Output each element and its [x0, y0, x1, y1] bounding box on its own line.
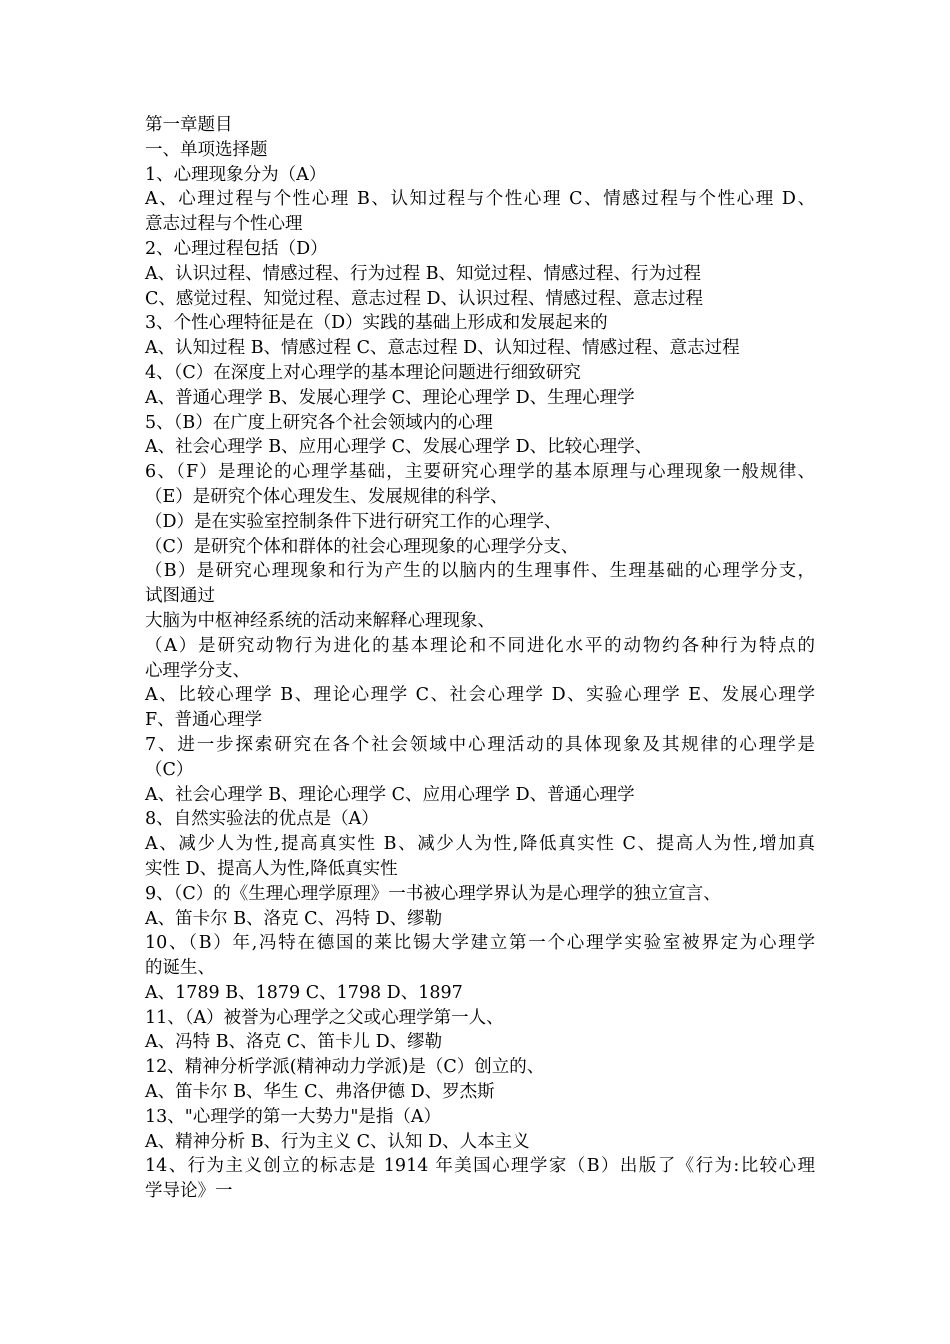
- document-page: [145, 113, 815, 1204]
- text-line: A、心理过程与个性心理 B、认知过程与个性心理 C、情感过程与个性心理 D、: [145, 189, 815, 210]
- text-line: 试图通过: [145, 586, 215, 607]
- text-line: A、社会心理学 B、应用心理学 C、发展心理学 D、比较心理学、: [145, 437, 653, 458]
- text-line: 14、行为主义创立的标志是 1914 年美国心理学家（B）出版了《行为:比较心理: [145, 1156, 815, 1177]
- text-line: 13、"心理学的第一大势力"是指（A）: [145, 1106, 442, 1127]
- text-line: A、社会心理学 B、理论心理学 C、应用心理学 D、普通心理学: [145, 784, 635, 805]
- text-line: A、1789 B、1879 C、1798 D、1897: [145, 982, 463, 1003]
- text-line: 2、心理过程包括（D）: [145, 238, 328, 259]
- text-line: 一、单项选择题: [145, 139, 268, 160]
- text-line: A、减少人为性,提高真实性 B、减少人为性,降低真实性 C、提高人为性,增加真: [145, 834, 815, 855]
- text-line: A、普通心理学 B、发展心理学 C、理论心理学 D、生理心理学: [145, 387, 635, 408]
- text-line: 1、心理现象分为（A）: [145, 164, 327, 185]
- text-line: A、冯特 B、洛克 C、笛卡儿 D、缪勒: [145, 1032, 443, 1053]
- text-line: （C）: [145, 759, 194, 780]
- text-line: （E）是研究个体心理发生、发展规律的科学、: [145, 486, 508, 507]
- text-line: 9、（C）的《生理心理学原理》一书被心理学界认为是心理学的独立宣言、: [145, 883, 721, 904]
- text-line: 的诞生、: [145, 958, 215, 979]
- text-line: 大脑为中枢神经系统的活动来解释心理现象、: [145, 610, 495, 631]
- text-line: A、精神分析 B、行为主义 C、认知 D、人本主义: [145, 1131, 530, 1152]
- text-line: （D）是在实验室控制条件下进行研究工作的心理学、: [145, 511, 562, 532]
- text-line: 8、自然实验法的优点是（A）: [145, 809, 379, 830]
- text-line: 意志过程与个性心理: [145, 214, 303, 235]
- text-line: 10、（B）年,冯特在德国的莱比锡大学建立第一个心理学实验室被界定为心理学: [145, 933, 815, 954]
- text-line: 6、（F）是理论的心理学基础，主要研究心理学的基本原理与心理现象一般规律、: [145, 462, 815, 483]
- text-line: 12、精神分析学派(精神动力学派)是（C）创立的、: [145, 1057, 545, 1078]
- text-line: 7、进一步探索研究在各个社会领域中心理活动的具体现象及其规律的心理学是: [145, 734, 815, 755]
- text-line: 实性 D、提高人为性,降低真实性: [145, 858, 398, 879]
- text-line: A、笛卡尔 B、洛克 C、冯特 D、缪勒: [145, 908, 443, 929]
- text-line: 心理学分支、: [145, 660, 250, 681]
- text-line: （A）是研究动物行为进化的基本理论和不同进化水平的动物约各种行为特点的: [145, 635, 815, 656]
- text-line: A、认知过程 B、情感过程 C、意志过程 D、认知过程、情感过程、意志过程: [145, 338, 740, 359]
- text-line: （C）是研究个体和群体的社会心理现象的心理学分支、: [145, 536, 579, 557]
- text-line: 4、（C）在深度上对心理学的基本理论问题进行细致研究: [145, 362, 581, 383]
- text-line: F、普通心理学: [145, 710, 263, 731]
- text-line: 第一章题目: [145, 115, 233, 135]
- text-line: 11、（A）被誉为心理学之父或心理学第一人、: [145, 1007, 504, 1028]
- text-line: A、笛卡尔 B、华生 C、弗洛伊德 D、罗杰斯: [145, 1082, 495, 1103]
- text-line: A、认识过程、情感过程、行为过程 B、知觉过程、情感过程、行为过程: [145, 263, 702, 284]
- text-line: 学导论》一: [145, 1181, 233, 1202]
- text-line: 3、个性心理特征是在（D）实践的基础上形成和发展起来的: [145, 313, 608, 334]
- text-line: A、比较心理学 B、理论心理学 C、社会心理学 D、实验心理学 E、发展心理学: [145, 685, 815, 706]
- text-line: C、感觉过程、知觉过程、意志过程 D、认识过程、情感过程、意志过程: [145, 288, 703, 309]
- text-line: （B）是研究心理现象和行为产生的以脑内的生理事件、生理基础的心理学分支，: [145, 561, 815, 582]
- text-line: 5、（B）在广度上研究各个社会领域内的心理: [145, 412, 493, 433]
